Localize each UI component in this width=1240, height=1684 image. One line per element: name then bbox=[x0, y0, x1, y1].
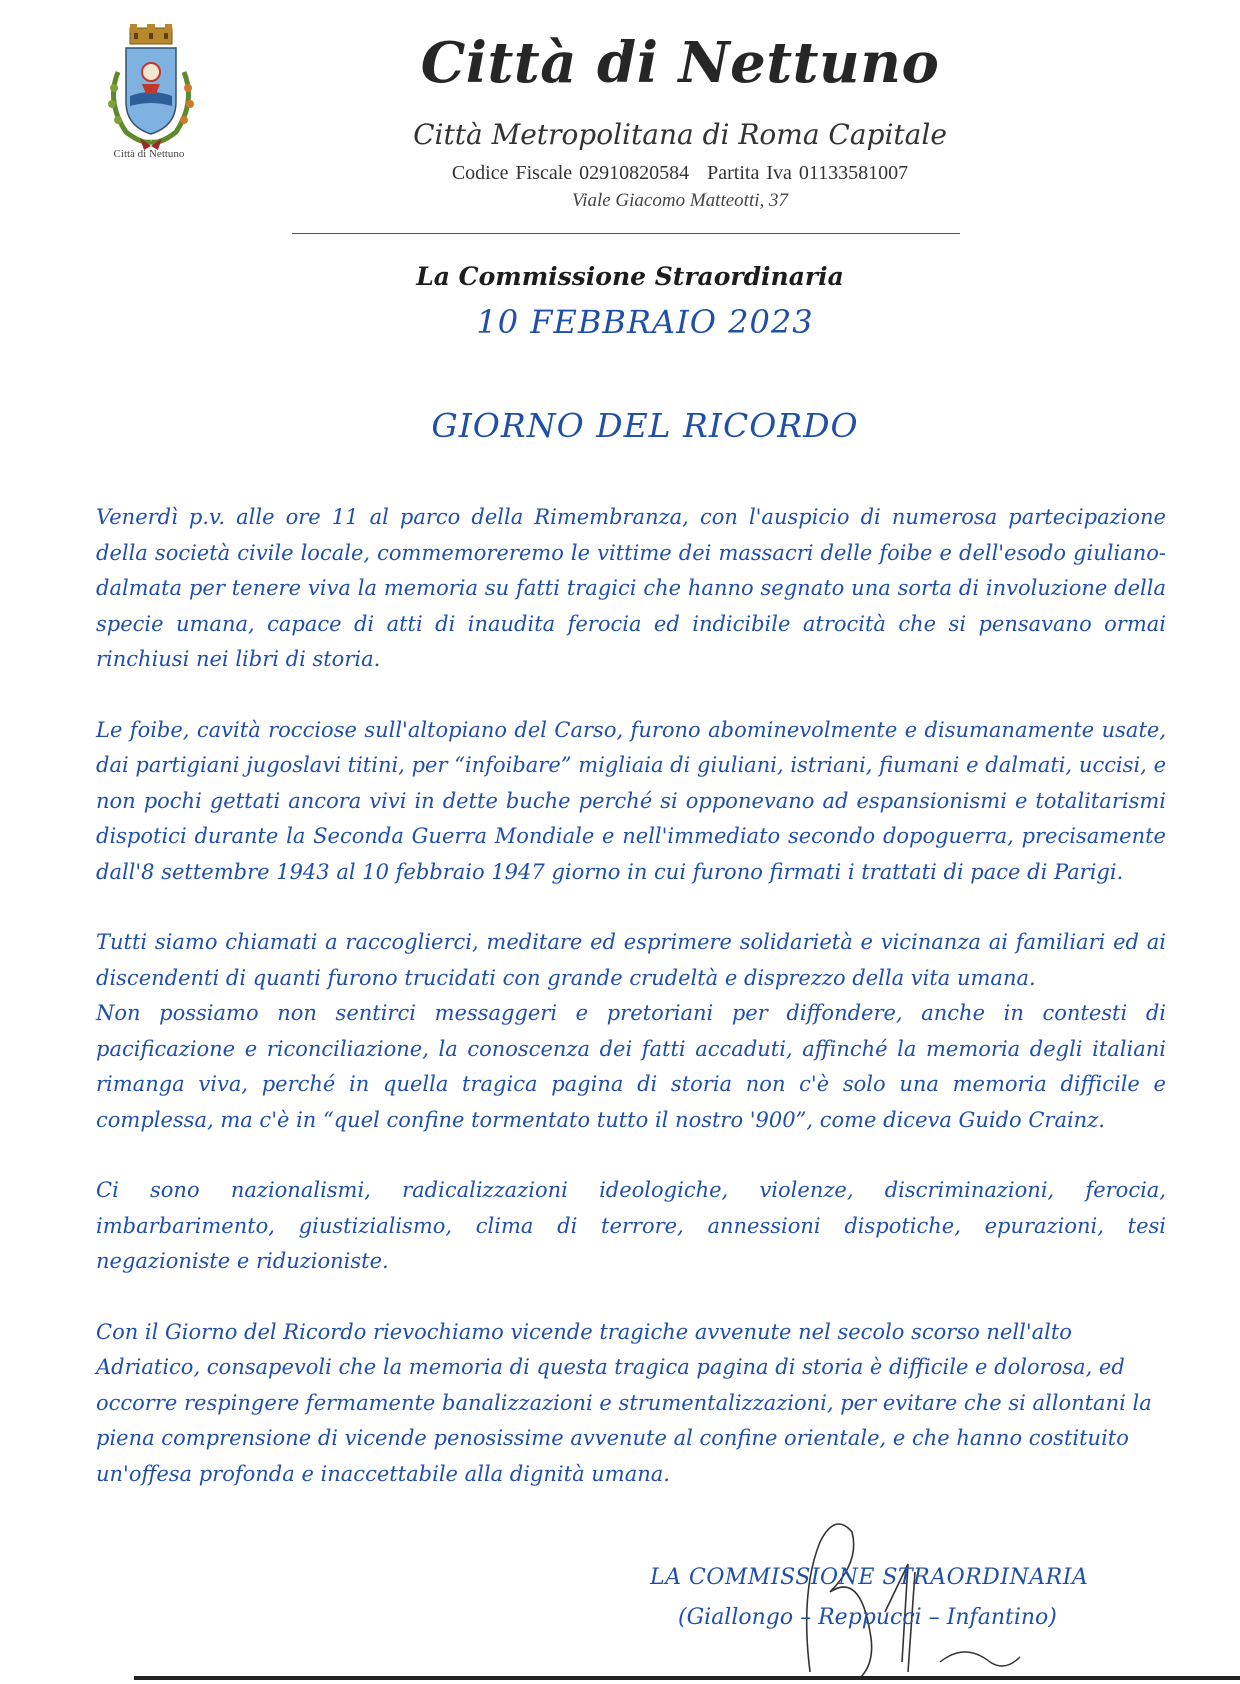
address: Viale Giacomo Matteotti, 37 bbox=[572, 190, 788, 211]
header-divider bbox=[292, 233, 960, 234]
signature-title: LA COMMISSIONE STRAORDINARIA bbox=[650, 1565, 1089, 1590]
signature-names: (Giallongo – Reppucci – Infantino) bbox=[678, 1605, 1057, 1630]
city-title: Città di Nettuno bbox=[420, 30, 940, 96]
paragraph-5: Ci sono nazionalismi, radicalizzazioni ideologiche, violenze, discriminazioni, ferocia, imbarbarimento, giustizialismo, clima di terrore, annessioni dispotiche, epurazioni, tesi negazioniste e riduzioniste. bbox=[96, 1178, 1166, 1273]
handwritten-signature bbox=[790, 1512, 1060, 1680]
fiscal-codes bbox=[300, 162, 1060, 185]
crest-caption: Città di Nettuno bbox=[113, 148, 185, 160]
paragraph-2: Le foibe, cavità rocciose sull'altopiano del Carso, furono abominevolmente e disumanamente usate, dai partigiani jugoslavi titini, per “infoibare” migliaia di giuliani, istriani, fiumani e dalmati, uccisi, e non pochi gettati ancora vivi in dette buche perché si opponevano ad espansionismi e totalitarismi dispotici durante la Seconda Guerra Mondiale e nell'immediato secondo dopoguerra, precisamente dall'8 settembre 1943 al 10 febbraio 1947 giorno in cui furono firmati i trattati di pace di Parigi. bbox=[96, 717, 1166, 884]
page-bottom-edge bbox=[134, 1676, 1240, 1680]
partita-iva: Partita Iva 01133581007 bbox=[707, 162, 909, 184]
document-date: 10 FEBBRAIO 2023 bbox=[476, 303, 814, 341]
commission-heading: La Commissione Straordinaria bbox=[416, 262, 844, 291]
letter-body bbox=[96, 500, 1166, 1492]
paragraph-3: Tutti siamo chiamati a raccoglierci, meditare ed esprimere solidarietà e vicinanza ai familiari ed ai discendenti di quanti furono trucidati con grande crudeltà e disprezzo della vita umana. bbox=[96, 930, 1166, 990]
paragraph-4: Non possiamo non sentirci messaggeri e pretoriani per diffondere, anche in contesti di pacificazione e riconciliazione, la conoscenza dei fatti accaduti, affinché la memoria degli italiani rimanga viva, perché in quella tragica pagina di storia non c'è solo una memoria difficile e complessa, ma c'è in “quel confine tormentato tutto il nostro '900”, come diceva Guido Crainz. bbox=[96, 1001, 1166, 1132]
paragraph-1: Venerdì p.v. alle ore 11 al parco della Rimembranza, con l'auspicio di numerosa partecipazione della società civile locale, commemoreremo le vittime dei massacri delle foibe e dell'esodo giuliano-dalmata per tenere viva la memoria su fatti tragici che hanno segnato una sorta di involuzione della specie umana, capace di atti di inaudita ferocia ed indicibile atrocità che si pensavano ormai rinchiusi nei libri di storia. bbox=[96, 505, 1166, 671]
city-subtitle: Città Metropolitana di Roma Capitale bbox=[413, 118, 947, 151]
event-title: GIORNO DEL RICORDO bbox=[431, 406, 859, 445]
paragraph-6: Con il Giorno del Ricordo rievochiamo vicende tragiche avvenute nel secolo scorso nell'alto Adriatico, consapevoli che la memoria di questa tragica pagina di storia è difficile e dolorosa, ed occorre respingere fermamente banalizzazioni e strumentalizzazioni, per evitare che si allontani la piena comprensione di vicende penosissime avvenute al confine orientale, e che hanno costituito un'offesa profonda e inaccettabile alla dignità umana. bbox=[96, 1319, 1152, 1486]
codice-fiscale: Codice Fiscale 02910820584 bbox=[451, 162, 690, 184]
